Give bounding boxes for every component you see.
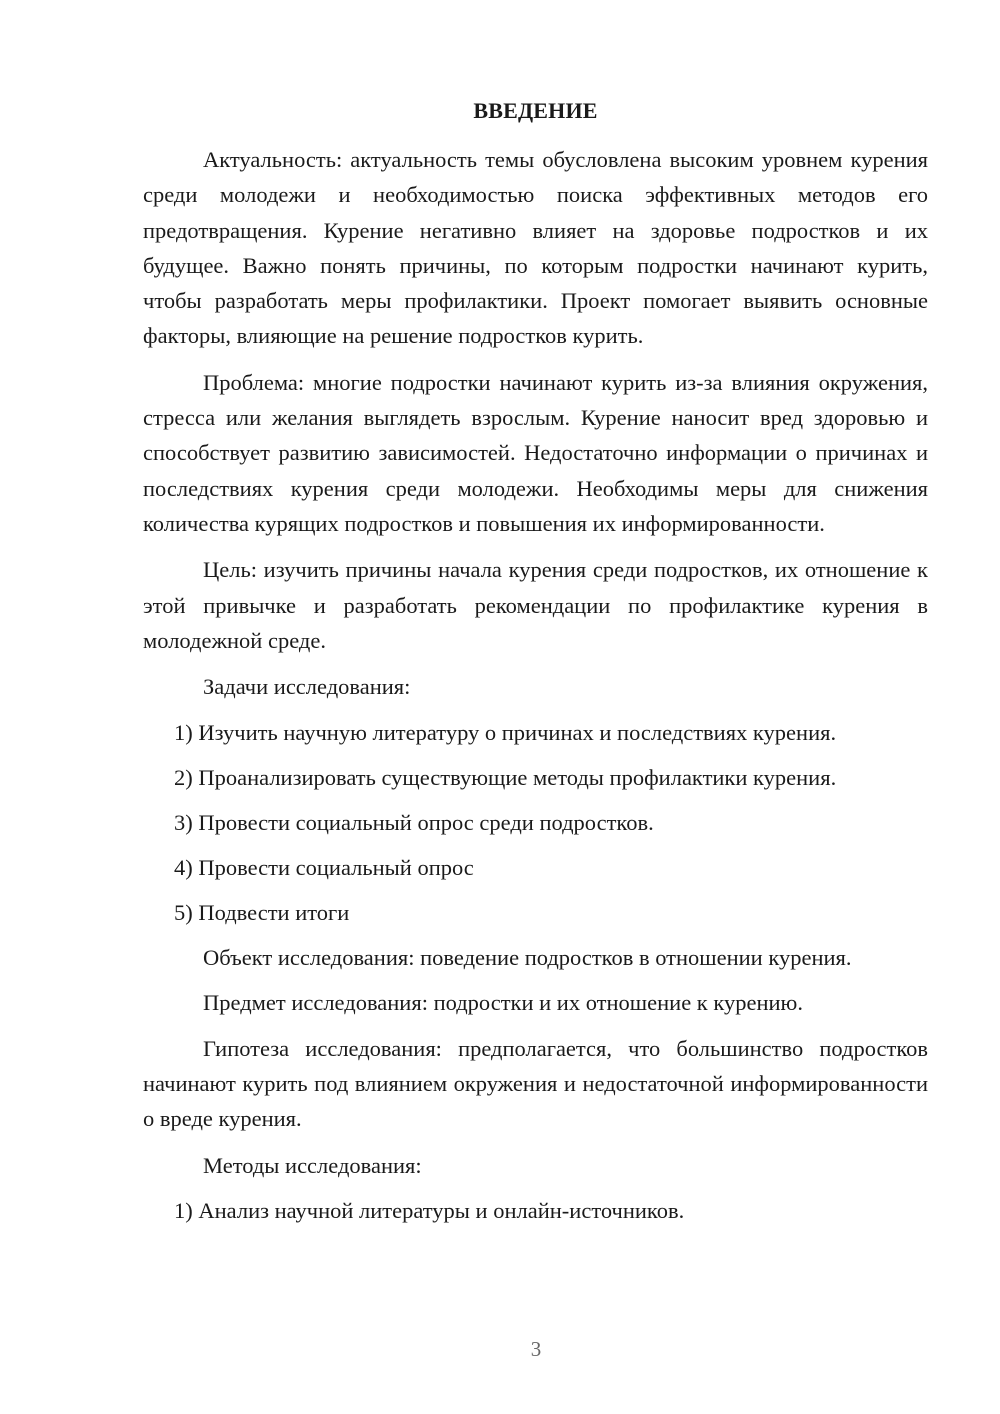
object-paragraph: Объект исследования: поведение подростков в отношении курения.: [203, 944, 852, 970]
page-number: 3: [530, 1337, 542, 1361]
page-title: ВВЕДЕНИЕ: [473, 98, 598, 123]
hypothesis-paragraph: Гипотеза исследования: предполагается, что большинство подростков начинают курить под влиянием окружения и недостаточной информированности о вреде курения.: [143, 1035, 928, 1132]
methods-list: [143, 1193, 928, 1228]
subject-paragraph: Предмет исследования: подростки и их отношение к курению.: [203, 990, 803, 1016]
list-item: 1) Изучить научную литературу о причинах и последствиях курения.: [174, 719, 837, 745]
relevance-paragraph: Актуальность: актуальность темы обусловлена высоким уровнем курения среди молодежи и необходимостью поиска эффективных методов его предотвращения. Курение негативно влияет на здоровье подростков и их будущее. Важно понять причины, по которым подростки начинают курить, чтобы разработать меры профилактики. Проект помогает выявить основные факторы, влияющие на решение подростков курить.: [143, 147, 928, 349]
problem-paragraph: Проблема: многие подростки начинают курить из-за влияния окружения, стресса или желания выглядеть взрослым. Курение наносит вред здоровью и способствует развитию зависимостей. Недостаточно информации о причинах и последствиях курения среди молодежи. Необходимы меры для снижения количества курящих подростков и повышения их информированности.: [143, 369, 928, 536]
list-item: 5) Подвести итоги: [174, 899, 350, 925]
tasks-heading: Задачи исследования:: [203, 674, 411, 700]
list-item: 1) Анализ научной литературы и онлайн-источников.: [174, 1198, 685, 1224]
methods-heading: Методы исследования:: [203, 1152, 422, 1178]
list-item: 3) Провести социальный опрос среди подростков.: [174, 809, 654, 835]
list-item: 2) Проанализировать существующие методы профилактики курения.: [174, 764, 837, 790]
goal-paragraph: Цель: изучить причины начала курения среди подростков, их отношение к этой привычке и разработать рекомендации по профилактике курения в молодежной среде.: [143, 557, 928, 653]
document-body: [143, 142, 928, 1238]
list-item: 4) Провести социальный опрос: [174, 854, 474, 880]
tasks-list: [143, 715, 928, 930]
